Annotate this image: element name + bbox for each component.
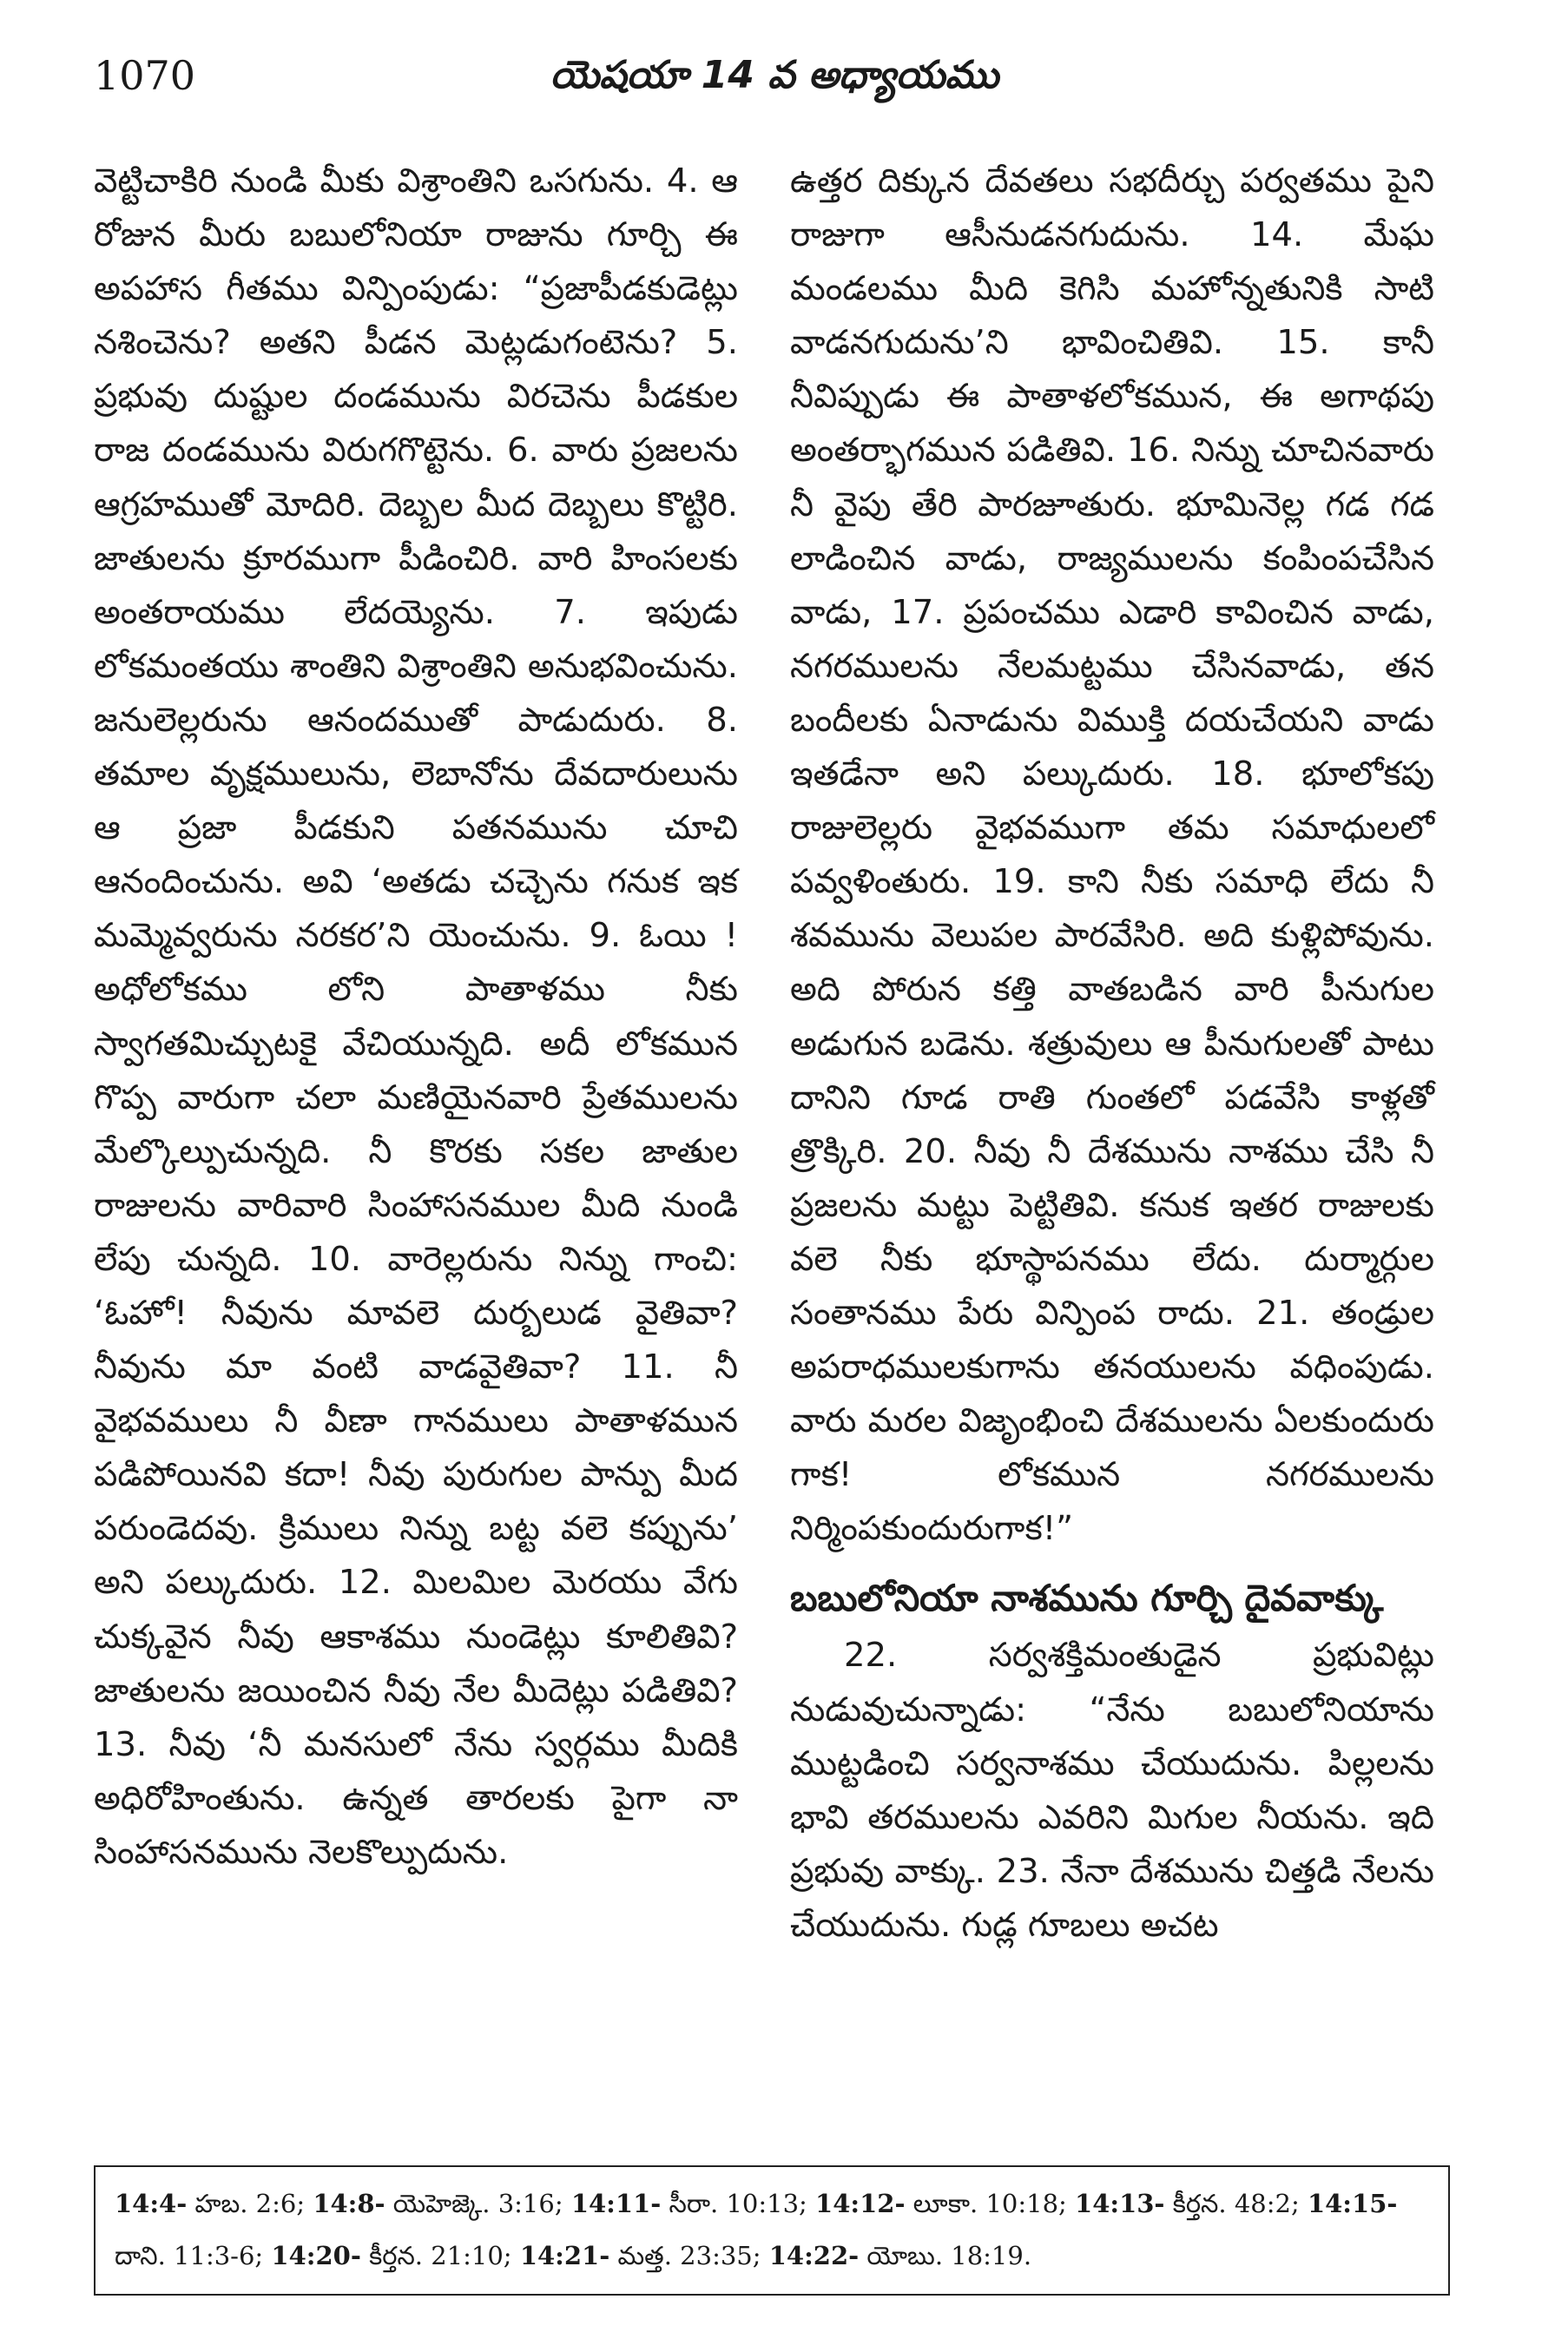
- left-column: [94, 155, 738, 2117]
- footnote-text: యోబు. 18:19.: [859, 2241, 1032, 2270]
- footnote-ref: 14:4-: [115, 2189, 188, 2218]
- footnote-entry: [271, 2241, 519, 2270]
- footnote-entry: [769, 2241, 1031, 2270]
- running-title: యెషయా 14 వ అధ్యాయము: [550, 53, 999, 97]
- page-header: [94, 45, 1455, 115]
- footnote-entry: [1075, 2189, 1308, 2218]
- footnote-entry: [571, 2189, 815, 2218]
- footnote-ref: 14:20-: [271, 2241, 361, 2270]
- footnote-ref: 14:11-: [570, 2189, 662, 2218]
- footnote-ref: 14:15-: [1307, 2189, 1398, 2218]
- left-column-text: వెట్టిచాకిరి నుండి మీకు విశ్రాంతిని ఒసగును. 4. ఆ రోజున మీరు బబులోనియా రాజును గూర్చి ఈ అపహాస గీతము విన్పింపుడు: “ప్రజాపీడకుడెట్లు నశించెను? అతని పీడన మెట్లడుగంటెను? 5. ప్రభువు దుష్టుల దండమును విరచెను పీడకుల రాజ దండమును విరుగగొట్టెను. 6. వారు ప్రజలను ఆగ్రహముతో మోదిరి. దెబ్బల మీద దెబ్బలు కొట్టిరి. జాతులను క్రూరముగా పీడించిరి. వారి హింసలకు అంతరాయము లేదయ్యెను. 7. ఇపుడు లోకమంతయు శాంతిని విశ్రాంతిని అనుభవించును. జనులెల్లరును ఆనందముతో పాడుదురు. 8. తమాల వృక్షములును, లెబానోను దేవదారులును ఆ ప్రజా పీడకుని పతనమును చూచి ఆనందించును. అవి ‘అతడు చచ్చెను గనుక ఇక మమ్మెవ్వరును నరకర’ని యెంచును. 9. ఓయి ! అధోలోకము లోని పాతాళము నీకు స్వాగతమిచ్చుటకై వేచియున్నది. అదీ లోకమున గొప్ప వారుగా చలా మణియైనవారి ప్రేతములను మేల్కొల్పుచున్నది. నీ కొరకు సకల జాతుల రాజులను వారివారి సింహాసనముల మీది నుండి లేపు చున్నది. 10. వారెల్లరును నిన్ను గాంచి: ‘ఓహో! నీవును మావలె దుర్బలుడ వైతివా? నీవును మా వంటి వాడవైతివా? 11. నీ వైభవములు నీ వీణా గానములు పాతాళమున పడిపోయినవి కదా! నీవు పురుగుల పాన్పు మీద పరుండెదవు. క్రిములు నిన్ను బట్ట వలె కప్పును’ అని పల్కుదురు. 12. మిలమిల మెరయు వేగు చుక్కవైన నీవు ఆకాశము నుండెట్లు కూలితివి? జాతులను జయించిన నీవు నేల మీదెట్లు పడితివి? 13. నీవు ‘నీ మనసులో నేను స్వర్గము మీదికి అధిరోహింతును. ఉన్నత తారలకు పైగా నా సింహాసనమును నెలకొల్పుదును.: [94, 161, 738, 1872]
- footnote-ref: 14:22-: [768, 2241, 860, 2270]
- right-column-text-before-heading: ఉత్తర దిక్కున దేవతలు సభదీర్చు పర్వతము పైని రాజుగా ఆసీనుడనగుదును. 14. మేఘ మండలము మీది కెగిసి మహోన్నతునికి సాటి వాడనగుదును’ని భావించితివి. 15. కానీ నీవిప్పుడు ఈ పాతాళలోకమున, ఈ అగాథపు అంతర్భాగమున పడితివి. 16. నిన్ను చూచినవారు నీ వైపు తేరి పారజూతురు. భూమినెల్ల గడ గడ లాడించిన వాడు, రాజ్యములను కంపింపచేసిన వాడు, 17. ప్రపంచము ఎడారి కావించిన వాడు, నగరములను నేలమట్టము చేసినవాడు, తన బందీలకు ఏనాడును విముక్తి దయచేయని వాడు ఇతడేనా అని పల్కుదురు. 18. భూలోకపు రాజులెల్లరు వైభవముగా తమ సమాధులలో పవ్వళింతురు. 19. కాని నీకు సమాధి లేదు నీ శవమును వెలుపల పారవేసిరి. అది కుళ్లిపోవును. అది పోరున కత్తి వాతబడిన వారి పీనుగుల అడుగున బడెను. శత్రువులు ఆ పీనుగులతో పాటు దానిని గూడ రాతి గుంతలో పడవేసి కాళ్లతో త్రొక్కిరి. 20. నీవు నీ దేశమును నాశము చేసి నీ ప్రజలను మట్టు పెట్టితివి. కనుక ఇతర రాజులకు వలె నీకు భూస్థాపనము లేదు. దుర్మార్గుల సంతానము పేరు విన్పింప రాదు. 21. తండ్రుల అపరాధములకుగాను తనయులను వధింపుడు. వారు మరల విజృంభించి దేశములను ఏలకుందురు గాక! లోకమున నగరములను నిర్మింపకుందురుగాక!”: [790, 161, 1434, 1549]
- footnote-ref: 14:13-: [1075, 2189, 1165, 2218]
- section-heading: బబులోనియా నాశమును గూర్చి దైవవాక్కు: [790, 1577, 1384, 1620]
- footnote-text: లూకా. 10:18;: [905, 2189, 1076, 2218]
- footnote-text: కీర్తన. 48:2;: [1164, 2189, 1308, 2218]
- footnote-entry: [115, 2189, 313, 2218]
- right-column: [790, 155, 1434, 2117]
- footnote-ref: 14:8-: [313, 2189, 385, 2218]
- footnote-ref: 14:12-: [815, 2189, 906, 2218]
- page-number: 1070: [94, 52, 196, 99]
- right-column-text-after-heading: 22. సర్వశక్తిమంతుడైన ప్రభువిట్లు నుడువుచున్నాడు: “నేను బబులోనియాను ముట్టడించి సర్వనాశము చేయుదును. పిల్లలను భావి తరములను ఎవరిని మిగుల నీయను. ఇది ప్రభువు వాక్కు. 23. నేనా దేశమును చిత్తడి నేలను చేయుదును. గుడ్ల గూబలు అచట: [790, 1636, 1434, 1945]
- footnote-ref: 14:21-: [519, 2241, 610, 2270]
- footnote-text: మత్త. 23:35;: [609, 2241, 769, 2270]
- footnote-entry: [313, 2189, 571, 2218]
- footnotes-box: [94, 2165, 1450, 2296]
- footnote-entry: [520, 2241, 769, 2270]
- footnote-text: దాని. 11:3-6;: [115, 2241, 272, 2270]
- footnote-text: కీర్తన. 21:10;: [360, 2241, 520, 2270]
- footnote-text: యెహెజ్కె. 3:16;: [385, 2189, 571, 2218]
- footnote-entry: [815, 2189, 1075, 2218]
- footnote-text: సీరా. 10:13;: [661, 2189, 816, 2218]
- footnote-text: హబ. 2:6;: [187, 2189, 313, 2218]
